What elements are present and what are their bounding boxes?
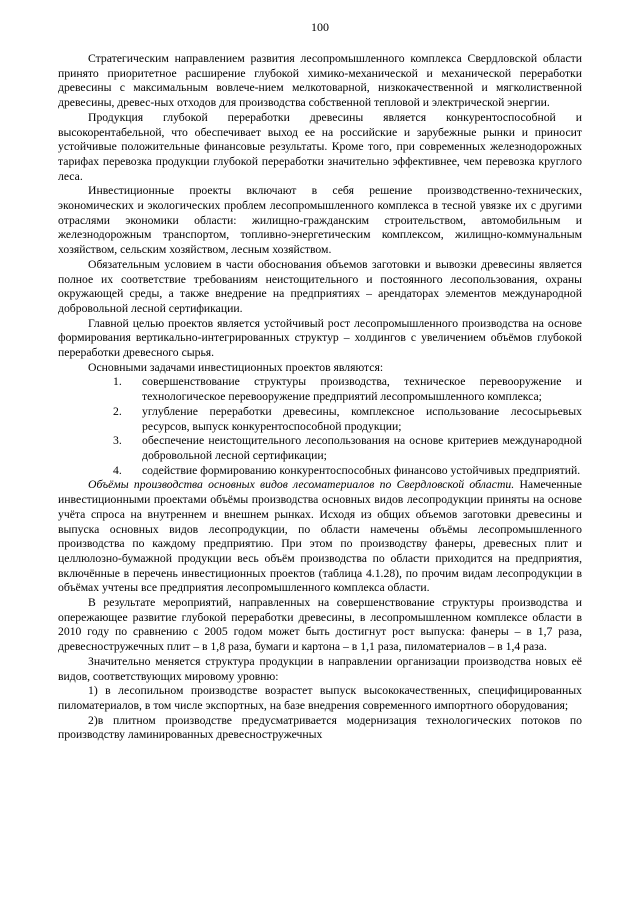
- list-item-number: 1.: [113, 375, 122, 389]
- list-item: [58, 405, 582, 434]
- list-item-text: содействие формированию конкурентоспособных финансово устойчивых предприятий.: [142, 463, 581, 477]
- paragraph-results: В результате мероприятий, направленных на совершенствование структуры производства и опережающее развитие глубокой переработки древесины, в лесопромышленном комплексе области в 2010 году по сравнению с 2005 годом может быть достигнут рост выпуска: фанеры – в 1,7 раза, древесностружечных плит – в 1,8 раза, бумаги и картона – в 1,1 раза, пиломатериалов – в 1,4 раза.: [58, 596, 582, 654]
- list-item-text: совершенствование структуры производства, техническое перевооружение и технологическое перевооружение предприятий лесопромышленного комплекса;: [142, 375, 582, 404]
- tasks-list: [58, 375, 582, 478]
- paragraph-tasks-intro: Основными задачами инвестиционных проектов являются:: [88, 360, 384, 374]
- paragraph-strategy: Стратегическим направлением развития лесопромышленного комплекса Свердловской области принято приоритетное расширение глубокой химико-механической и механической переработки древесины с максимальным вовлече-нием мелкотоварной, низкокачественной и мягколиственной древесины, древес-ных отходов для производства собственной тепловой и электрической энергии.: [58, 52, 582, 110]
- page-number: 100: [311, 20, 329, 34]
- list-item: [58, 464, 582, 479]
- volumes-heading: Объёмы производства основных видов лесоматериалов по Свердловской области.: [88, 478, 515, 492]
- paragraph-sawmill: 1) в лесопильном производстве возрастет выпуск высококачественных, специфицированных пиломатериалов, в том числе экспортных, на базе внедрения современного импортного оборудования;: [58, 684, 582, 712]
- paragraph-goal: Главной целью проектов является устойчивый рост лесопромышленного производства на основе формирования вертикально-интегрированных структур – холдингов с увеличением объёмов глубокой переработки древесного сырья.: [58, 316, 582, 360]
- list-item-number: 2.: [113, 404, 122, 418]
- list-item-text: углубление переработки древесины, комплексное использование лесосырьевых ресурсов, выпуск конкурентоспособной продукции;: [142, 404, 582, 433]
- page-body: [58, 52, 582, 743]
- volumes-text: Намеченные инвестиционными проектами объёмы производства основных видов лесопродукции приняты на основе учёта спроса на внутреннем и внешнем рынках. Исходя из общих объемов заготовки древесины и выпуска основных видов лесопродукции, по области намечены объёмы лесопромышленного производства по каждому предприятию. При этом по производству фанеры, древесных плит и целлюлозно-бумажной продукции весь объём производства по области приходится на предприятия, включённые в перечень инвестиционных проектов (таблица 4.1.28), по прочим видам лесопродукции в объёмах учтены все предприятия лесопромышленного комплекса области.: [58, 478, 582, 595]
- list-item: [58, 434, 582, 463]
- paragraph-board: 2)в плитном производстве предусматривается модернизация технологических потоков по производству ламинированных древесностружечных: [58, 713, 582, 742]
- paragraph-volumes: [58, 478, 582, 596]
- list-item-number: 3.: [113, 434, 122, 448]
- paragraph-conditions: Обязательным условием в части обоснования объемов заготовки и вывозки древесины является полное их соответствие требованиям неистощительного и постоянного лесопользования, охраны окружающей среды, а также внедрение на предприятиях – арендаторах элементов международной добровольной лесной сертификации.: [58, 257, 582, 315]
- list-item: [58, 375, 582, 404]
- list-item-text: обеспечение неистощительного лесопользования на основе критериев международной добровольной лесной сертификации;: [142, 434, 582, 462]
- paragraph-projects: Инвестиционные проекты включают в себя решение производственно-технических, экономических и экологических проблем лесопромышленного комплекса в тесной увязке их с другими отраслями экономики области: жилищно-гражданским строительством, автомобильным и железнодорожным транспортом, топливно-энергетическим комплексом, жилищно-коммунальным хозяйством, сельским хозяйством, лесным хозяйством.: [58, 184, 582, 257]
- paragraph-products: Продукция глубокой переработки древесины является конкурентоспособной и высокорентабельной, что обеспечивает выход ее на российские и зарубежные рынки и приносит устойчивые положительные финансовые результаты. Кроме того, при современных железнодорожных тарифах перевозка продукции глубокой переработки значительно эффективнее, чем перевозка круглого леса.: [58, 110, 582, 183]
- paragraph-structure: Значительно меняется структура продукции в направлении организации производства новых её видов, соответствующих мировому уровню:: [58, 654, 582, 683]
- list-item-number: 4.: [113, 463, 122, 477]
